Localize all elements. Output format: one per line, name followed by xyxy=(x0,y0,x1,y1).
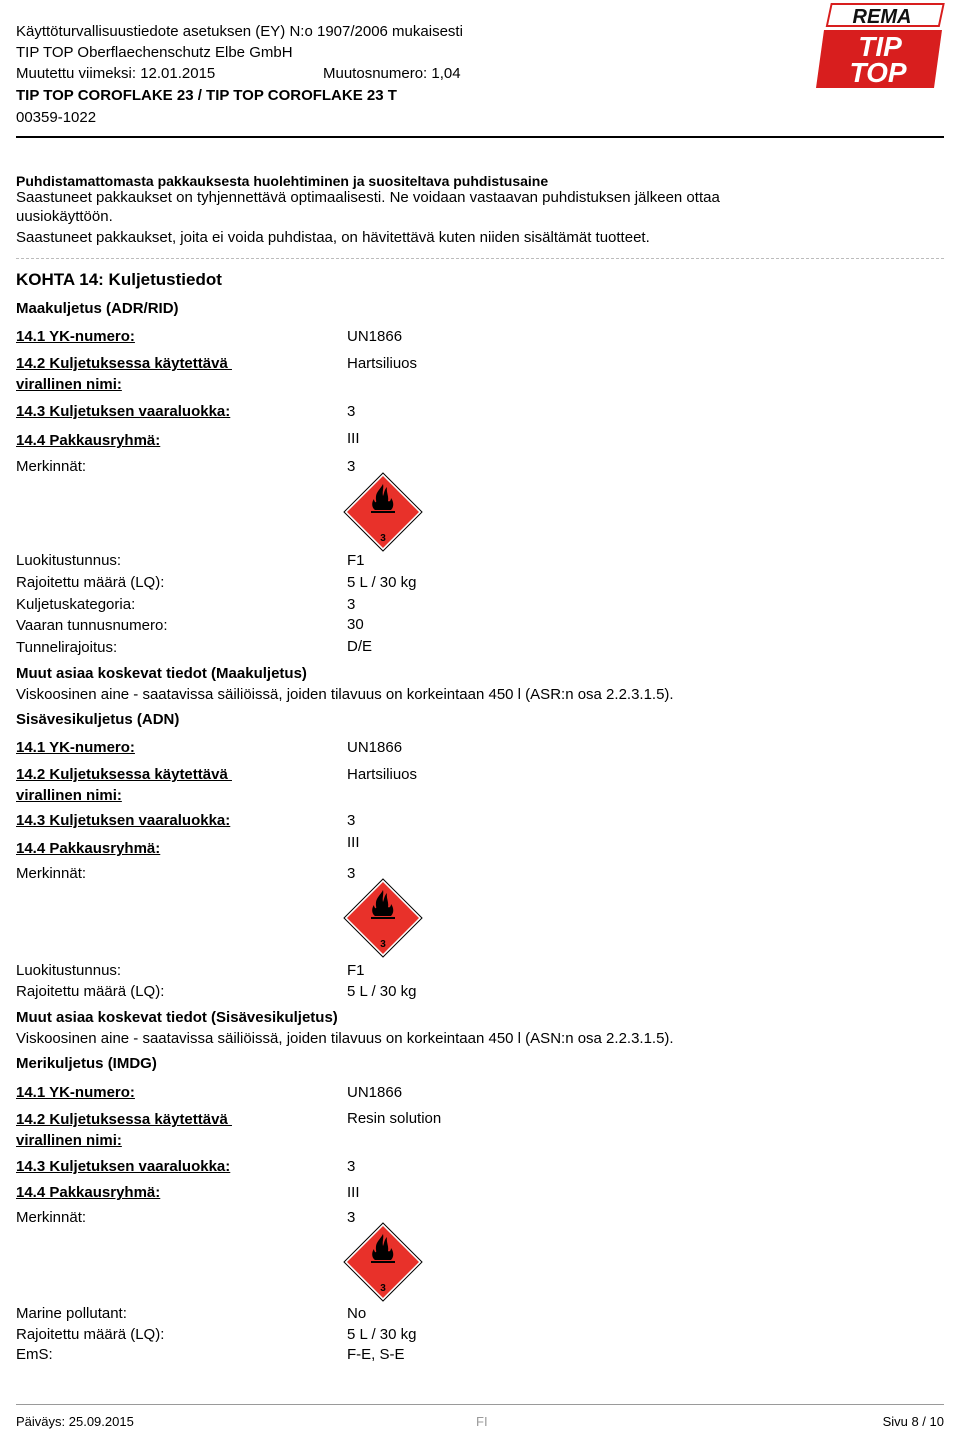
document-title: Käyttöturvallisuustiedote asetuksen (EY) N:o 1907/2006 mukaisesti xyxy=(16,23,463,40)
section-divider xyxy=(16,258,944,259)
imdg-name-label-1: 14.2 Kuljetuksessa käytettävä xyxy=(16,1111,232,1128)
adr-tc-value: 3 xyxy=(347,596,356,613)
imdg-name-value: Resin solution xyxy=(347,1110,442,1127)
adr-lq-value: 5 L / 30 kg xyxy=(347,574,417,591)
imdg-mp-value: No xyxy=(347,1305,367,1322)
flammable-liquid-icon xyxy=(343,878,423,958)
svg-text:3: 3 xyxy=(380,1283,386,1294)
adr-pg-value: III xyxy=(347,430,360,447)
adn-un-value: UN1866 xyxy=(347,739,403,756)
adr-hin-value: 30 xyxy=(347,616,364,633)
disposal-heading: Puhdistamattomasta pakkauksesta huolehtiminen ja suositeltava puhdistusaine xyxy=(16,173,549,189)
imdg-heading: Merikuljetus (IMDG) xyxy=(16,1055,157,1072)
adr-tunnel-label: Tunnelirajoitus: xyxy=(16,639,118,656)
adn-other-heading: Muut asiaa koskevat tiedot (Sisävesikuljetus) xyxy=(16,1009,338,1026)
adr-name-label-2: virallinen nimi: xyxy=(16,376,122,393)
adr-other-text: Viskoosinen aine - saatavissa säiliöissä, joiden tilavuus on korkeintaan 450 l (ASR:n osa 2.2.3.1.5). xyxy=(16,686,674,703)
adr-un-value: UN1866 xyxy=(347,328,403,345)
adn-class-value: 3 xyxy=(347,812,356,829)
adn-classcode-value: F1 xyxy=(347,962,365,979)
imdg-ems-label: EmS: xyxy=(16,1346,53,1363)
adn-pg-value: III xyxy=(347,834,360,851)
imdg-lq-value: 5 L / 30 kg xyxy=(347,1326,417,1343)
imdg-name-label-2: virallinen nimi: xyxy=(16,1132,122,1149)
adr-classcode-value: F1 xyxy=(347,552,365,569)
imdg-pg-label: 14.4 Pakkausryhmä: xyxy=(16,1184,161,1201)
footer-date: Päiväys: 25.09.2015 xyxy=(16,1414,134,1429)
imdg-un-value: UN1866 xyxy=(347,1084,403,1101)
footer-page-number: Sivu 8 / 10 xyxy=(882,1414,944,1429)
adn-name-label-2: virallinen nimi: xyxy=(16,787,122,804)
footer-language: FI xyxy=(476,1414,488,1429)
svg-text:3: 3 xyxy=(380,533,386,544)
product-name: TIP TOP COROFLAKE 23 / TIP TOP COROFLAKE 23 T xyxy=(16,87,397,104)
section-14-title: KOHTA 14: Kuljetustiedot xyxy=(16,270,222,289)
adr-hin-label: Vaaran tunnusnumero: xyxy=(16,617,168,634)
imdg-lq-label: Rajoitettu määrä (LQ): xyxy=(16,1326,165,1343)
flammable-liquid-icon xyxy=(343,1222,423,1302)
adr-name-value: Hartsiliuos xyxy=(347,355,418,372)
adn-name-value: Hartsiliuos xyxy=(347,766,418,783)
company-name: TIP TOP Oberflaechenschutz Elbe GmbH xyxy=(16,44,293,61)
adn-name-label-1: 14.2 Kuljetuksessa käytettävä xyxy=(16,766,232,783)
adr-tc-label: Kuljetuskategoria: xyxy=(16,596,136,613)
adn-lq-value: 5 L / 30 kg xyxy=(347,983,417,1000)
logo-top-text: TOP xyxy=(849,57,907,88)
header-divider xyxy=(16,136,944,138)
disposal-text-1b: uusiokäyttöön. xyxy=(16,208,113,225)
imdg-labels-label: Merkinnät: xyxy=(16,1209,87,1226)
adr-name-label-1: 14.2 Kuljetuksessa käytettävä xyxy=(16,355,232,372)
adr-classcode-label: Luokitustunnus: xyxy=(16,552,122,569)
adn-un-label: 14.1 YK-numero: xyxy=(16,739,135,756)
imdg-ems-value: F-E, S-E xyxy=(347,1346,405,1363)
adr-other-heading: Muut asiaa koskevat tiedot (Maakuljetus) xyxy=(16,665,307,682)
imdg-pg-value: III xyxy=(347,1184,360,1201)
rema-tip-top-logo xyxy=(814,2,946,90)
footer-divider xyxy=(16,1404,944,1405)
logo-rema-text: REMA xyxy=(852,6,912,28)
imdg-class-label: 14.3 Kuljetuksen vaaraluokka: xyxy=(16,1158,231,1175)
adr-pg-label: 14.4 Pakkausryhmä: xyxy=(16,432,161,449)
adr-lq-label: Rajoitettu määrä (LQ): xyxy=(16,574,165,591)
adr-class-label: 14.3 Kuljetuksen vaaraluokka: xyxy=(16,403,231,420)
adr-tunnel-value: D/E xyxy=(347,638,373,655)
imdg-class-value: 3 xyxy=(347,1158,356,1175)
revision-number: Muutosnumero: 1,04 xyxy=(323,65,461,82)
adn-labels-label: Merkinnät: xyxy=(16,865,87,882)
imdg-mp-label: Marine pollutant: xyxy=(16,1305,127,1322)
adr-labels-label: Merkinnät: xyxy=(16,458,87,475)
adr-un-label: 14.1 YK-numero: xyxy=(16,328,135,345)
adn-other-text: Viskoosinen aine - saatavissa säiliöissä, joiden tilavuus on korkeintaan 450 l (ASN:n osa 2.2.3.1.5). xyxy=(16,1030,674,1047)
adn-class-label: 14.3 Kuljetuksen vaaraluokka: xyxy=(16,812,231,829)
adr-heading: Maakuljetus (ADR/RID) xyxy=(16,300,179,317)
disposal-text-1a: Saastuneet pakkaukset on tyhjennettävä optimaalisesti. Ne voidaan vastaavan puhdistuksen jälkeen ottaa xyxy=(16,189,720,206)
adn-classcode-label: Luokitustunnus: xyxy=(16,962,122,979)
flammable-liquid-icon xyxy=(343,472,423,552)
revision-date: Muutettu viimeksi: 12.01.2015 xyxy=(16,65,216,82)
product-code: 00359-1022 xyxy=(16,109,97,126)
adr-labels-value: 3 xyxy=(347,458,356,475)
adn-labels-value: 3 xyxy=(347,865,356,882)
adn-heading: Sisävesikuljetus (ADN) xyxy=(16,711,180,728)
adn-lq-label: Rajoitettu määrä (LQ): xyxy=(16,983,165,1000)
imdg-labels-value: 3 xyxy=(347,1209,356,1226)
adn-pg-label: 14.4 Pakkausryhmä: xyxy=(16,840,161,857)
imdg-un-label: 14.1 YK-numero: xyxy=(16,1084,135,1101)
adr-class-value: 3 xyxy=(347,403,356,420)
disposal-text-2: Saastuneet pakkaukset, joita ei voida puhdistaa, on hävitettävä kuten niiden sisältämät tuotteet. xyxy=(16,229,650,246)
svg-text:3: 3 xyxy=(380,939,386,950)
logo-tip-text: TIP xyxy=(858,31,902,62)
